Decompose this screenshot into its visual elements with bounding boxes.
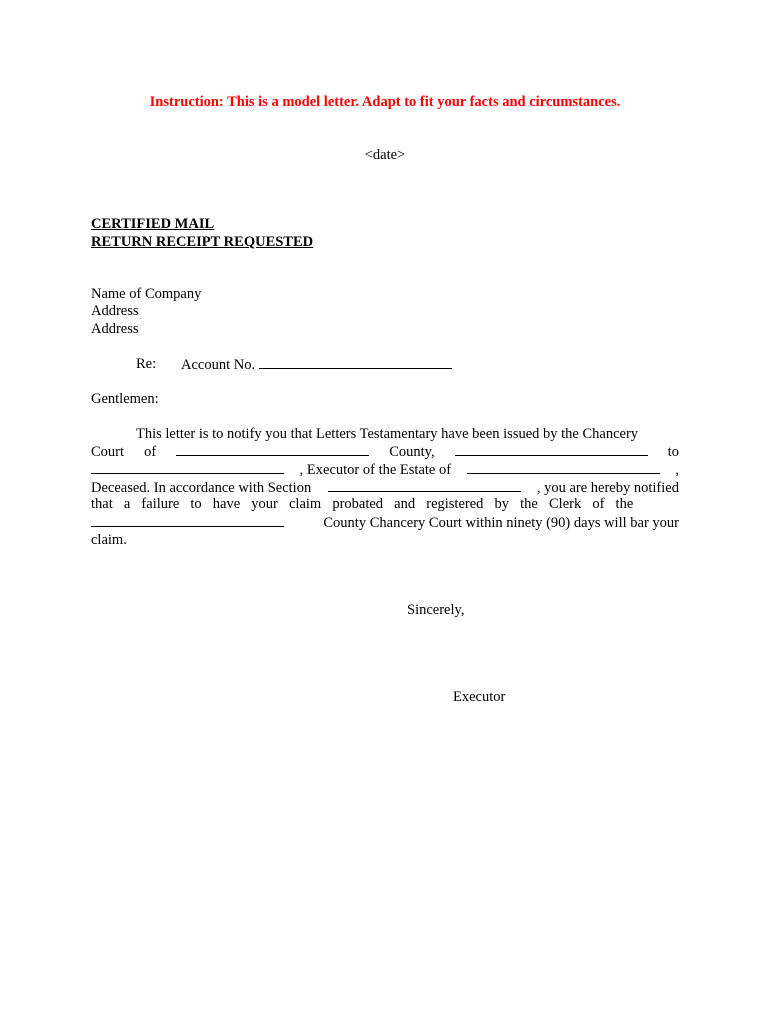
- county-blank[interactable]: [455, 443, 648, 456]
- certified-mail-heading: CERTIFIED MAIL: [91, 216, 215, 232]
- account-number-blank[interactable]: [259, 356, 452, 369]
- recipient-address-1: Address: [91, 303, 139, 319]
- body-line-6: County Chancery Court within ninety (90) days will bar your: [91, 514, 679, 532]
- body-line-3: , Executor of the Estate of ,: [91, 461, 679, 479]
- return-receipt-heading: RETURN RECEIPT REQUESTED: [91, 234, 314, 250]
- body-line-2: Court of County, to: [91, 444, 679, 460]
- account-label: Account No.: [181, 357, 256, 373]
- recipient-company: Name of Company: [91, 286, 202, 302]
- decedent-name-blank[interactable]: [467, 461, 660, 474]
- re-label: Re:: [136, 356, 157, 372]
- date-placeholder: <date>: [364, 147, 406, 163]
- county-court-blank[interactable]: [91, 514, 284, 527]
- signature-title: Executor: [453, 689, 506, 705]
- section-blank[interactable]: [328, 479, 521, 492]
- body-line-5: that a failure to have your claim probated and registered by the Clerk of the: [91, 496, 634, 512]
- body-line-7: claim.: [91, 532, 127, 548]
- body-line-1: This letter is to notify you that Letters Testamentary have been issued by the Chancery: [136, 426, 639, 442]
- recipient-address-2: Address: [91, 321, 139, 337]
- court-blank[interactable]: [176, 443, 369, 456]
- executor-name-blank[interactable]: [91, 461, 284, 474]
- instruction-note: Instruction: This is a model letter. Adapt to fit your facts and circumstances.: [149, 94, 621, 110]
- body-line-4: Deceased. In accordance with Section , you are hereby notified: [91, 480, 679, 496]
- salutation: Gentlemen:: [91, 391, 159, 407]
- closing: Sincerely,: [407, 602, 465, 618]
- account-line: [181, 356, 452, 374]
